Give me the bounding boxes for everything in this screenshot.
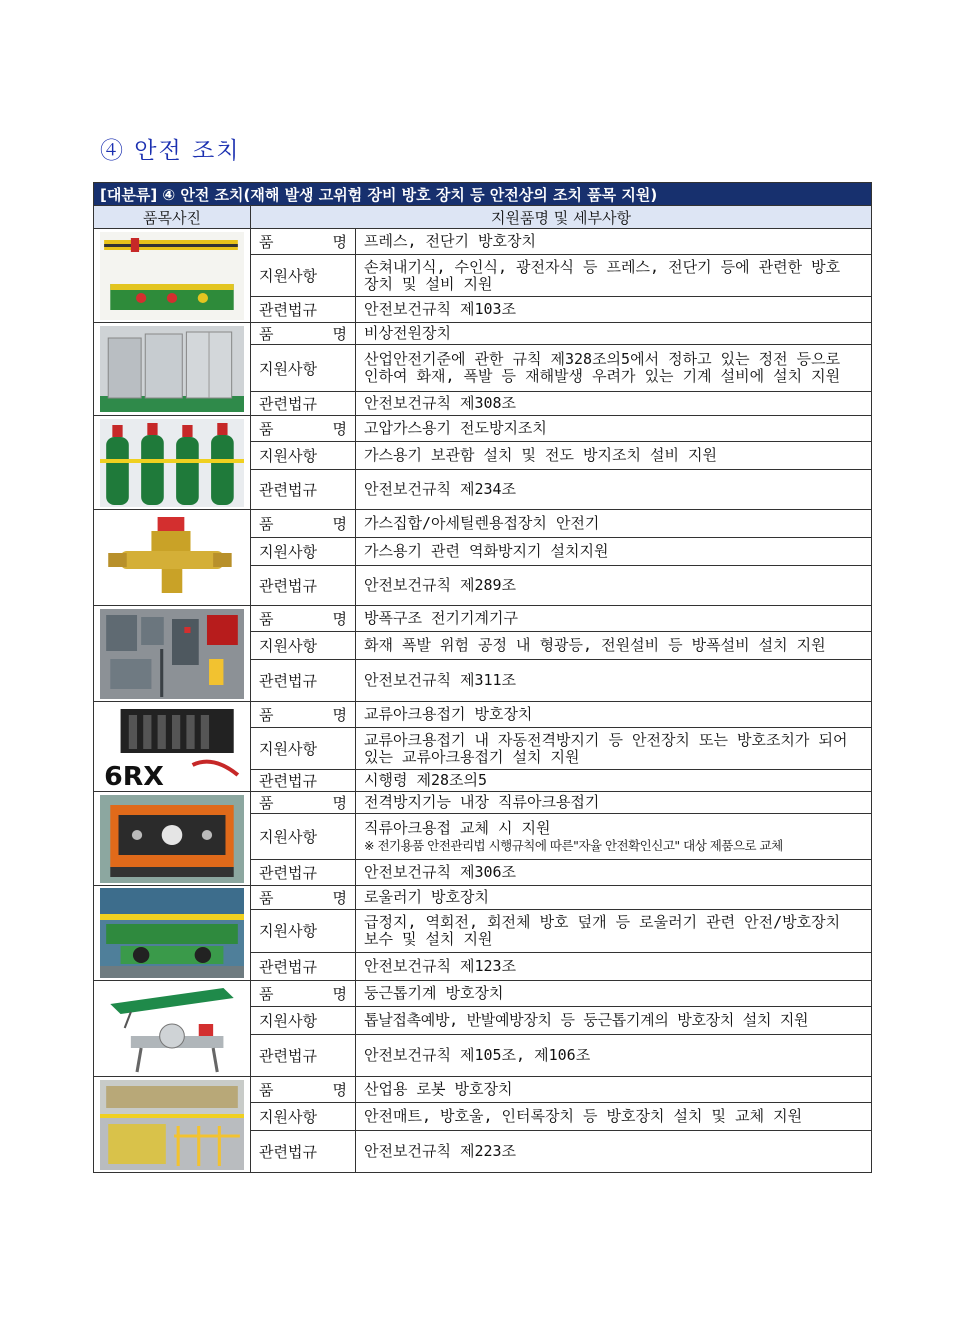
press-guard-image — [100, 232, 244, 320]
label-support: 지원사항 — [251, 345, 356, 392]
label-name: 품 명 — [251, 229, 356, 255]
label-law: 관련법규 — [251, 1131, 356, 1173]
section-title: ④ 안전 조치 — [100, 138, 241, 164]
svg-text:6RX: 6RX — [104, 761, 164, 789]
column-header-detail: 지원품명 및 세부사항 — [251, 206, 872, 229]
gas-cylinder-image — [100, 419, 244, 507]
item-photo-circular-saw-guard — [94, 981, 251, 1077]
item-law: 안전보건규칙 제311조 — [356, 660, 872, 702]
dc-arc-welder-image — [100, 795, 244, 883]
label-name: 품 명 — [251, 416, 356, 442]
label-law: 관련법규 — [251, 770, 356, 792]
label-name: 품 명 — [251, 886, 356, 910]
label-support: 지원사항 — [251, 814, 356, 860]
label-law: 관련법규 — [251, 952, 356, 980]
roller-guard-image — [100, 888, 244, 978]
flashback-arrestor-image — [100, 513, 244, 603]
item-support: 화재 폭발 위험 공정 내 형광등, 전원설비 등 방폭설비 설치 지원 — [356, 632, 872, 660]
item-law: 안전보건규칙 제234조 — [356, 470, 872, 510]
label-law: 관련법규 — [251, 566, 356, 606]
explosion-proof-image — [100, 609, 244, 699]
label-support: 지원사항 — [251, 632, 356, 660]
label-support: 지원사항 — [251, 538, 356, 566]
safety-items-table — [93, 182, 872, 1173]
label-name: 품 명 — [251, 981, 356, 1007]
label-name: 품 명 — [251, 323, 356, 345]
item-law: 안전보건규칙 제223조 — [356, 1131, 872, 1173]
item-photo-dc-arc-welder — [94, 792, 251, 886]
robot-guard-image — [100, 1080, 244, 1170]
item-name: 프레스, 전단기 방호장치 — [356, 229, 872, 255]
label-name: 품 명 — [251, 792, 356, 814]
item-support: 급정지, 역회전, 회전체 방호 덮개 등 로울러기 관련 안전/방호장치 보수 및 설치 지원 — [356, 910, 872, 952]
circular-saw-guard-image — [100, 984, 244, 1074]
item-name: 산업용 로봇 방호장치 — [356, 1077, 872, 1103]
item-support: 산업안전기준에 관한 규칙 제328조의5에서 정하고 있는 정전 등으로 인하여 화재, 폭발 등 재해발생 우려가 있는 기계 설비에 설치 지원 — [364, 351, 841, 385]
item-support: 직류아크용접 교체 시 지원 — [364, 818, 551, 837]
label-support: 지원사항 — [251, 1103, 356, 1131]
item-name: 둥근톱기계 방호장치 — [356, 981, 872, 1007]
table-category-header: [대분류] ④ 안전 조치(재해 발생 고위험 장비 방호 장치 등 안전상의 조치 품목 지원) — [94, 183, 872, 206]
item-support: 가스용기 보관함 설치 및 전도 방지조치 설비 지원 — [356, 442, 872, 470]
label-support: 지원사항 — [251, 442, 356, 470]
item-law: 안전보건규칙 제306조 — [356, 860, 872, 886]
label-law: 관련법규 — [251, 470, 356, 510]
item-support: 교류아크용접기 내 자동전격방지기 등 안전장치 또는 방호조치가 되어 있는 교류아크용접기 설치 지원 — [356, 728, 872, 770]
item-support-note: ※ 전기용품 안전관리법 시행규칙에 따른"자율 안전확인신고" 대상 제품으로 교체 — [364, 837, 783, 853]
item-photo-gas-cylinder — [94, 416, 251, 510]
label-support: 지원사항 — [251, 1007, 356, 1035]
label-law: 관련법규 — [251, 1035, 356, 1077]
item-support: 가스용기 관련 역화방지기 설치지원 — [356, 538, 872, 566]
item-photo-explosion-proof — [94, 606, 251, 702]
label-name: 품 명 — [251, 1077, 356, 1103]
item-name: 가스집합/아세틸렌용접장치 안전기 — [356, 510, 872, 538]
item-support: 톱날접촉예방, 반발예방장치 등 둥근톱기계의 방호장치 설치 지원 — [356, 1007, 872, 1035]
item-name: 비상전원장치 — [356, 323, 872, 345]
item-law: 안전보건규칙 제289조 — [356, 566, 872, 606]
label-name: 품 명 — [251, 606, 356, 632]
label-support: 지원사항 — [251, 910, 356, 952]
item-photo-ac-arc-welder — [94, 702, 251, 792]
item-law: 시행령 제28조의5 — [356, 770, 872, 792]
label-law: 관련법규 — [251, 860, 356, 886]
ac-arc-welder-image — [100, 705, 244, 789]
item-law: 안전보건규칙 제308조 — [356, 392, 872, 416]
label-law: 관련법규 — [251, 392, 356, 416]
item-law: 안전보건규칙 제103조 — [356, 297, 872, 323]
item-photo-roller-guard — [94, 886, 251, 981]
item-name: 고압가스용기 전도방지조치 — [356, 416, 872, 442]
column-header-photo: 품목사진 — [94, 206, 251, 229]
label-law: 관련법규 — [251, 297, 356, 323]
label-name: 품 명 — [251, 702, 356, 728]
emergency-power-image — [100, 326, 244, 412]
item-law: 안전보건규칙 제105조, 제106조 — [356, 1035, 872, 1077]
item-name: 교류아크용접기 방호장치 — [356, 702, 872, 728]
item-photo-press-guard — [94, 229, 251, 323]
item-photo-flashback-arrestor — [94, 510, 251, 606]
item-law: 안전보건규칙 제123조 — [356, 952, 872, 980]
item-name: 전격방지기능 내장 직류아크용접기 — [356, 792, 872, 814]
item-name: 방폭구조 전기기계기구 — [356, 606, 872, 632]
label-support: 지원사항 — [251, 255, 356, 297]
item-photo-robot-guard — [94, 1077, 251, 1173]
label-name: 품 명 — [251, 510, 356, 538]
item-support: 안전매트, 방호울, 인터록장치 등 방호장치 설치 및 교체 지원 — [356, 1103, 872, 1131]
item-name: 로울러기 방호장치 — [356, 886, 872, 910]
item-support: 손쳐내기식, 수인식, 광전자식 등 프레스, 전단기 등에 관련한 방호 장치 및 설비 지원 — [356, 255, 872, 297]
label-law: 관련법규 — [251, 660, 356, 702]
label-support: 지원사항 — [251, 728, 356, 770]
item-photo-emergency-power — [94, 323, 251, 416]
